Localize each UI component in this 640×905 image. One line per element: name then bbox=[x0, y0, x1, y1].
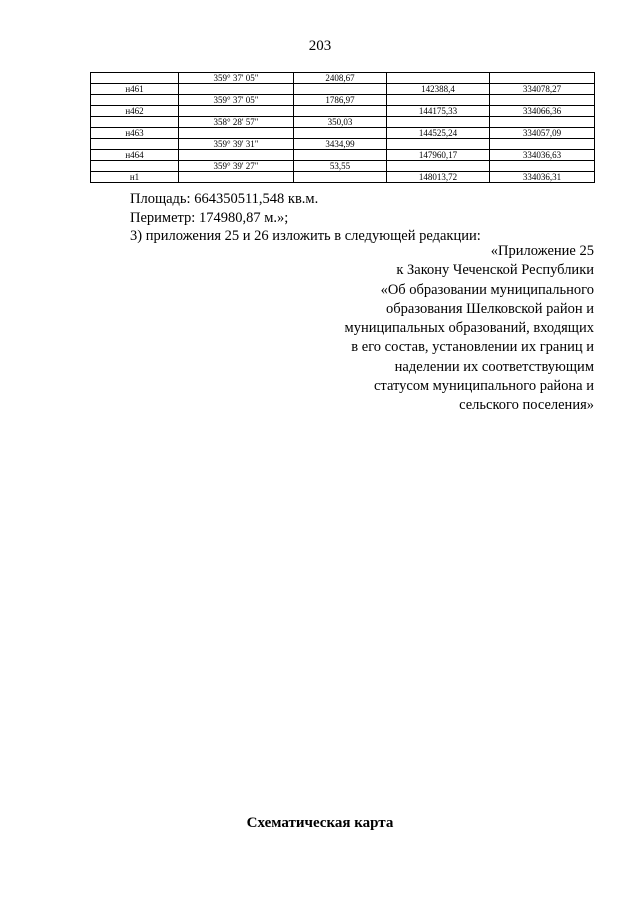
appendix-line: наделении их соответствующим bbox=[394, 358, 594, 375]
distance-cell bbox=[294, 106, 387, 117]
bearing-cell: 359° 39' 27" bbox=[179, 161, 294, 172]
amendment-item-3: 3) приложения 25 и 26 изложить в следующей редакции: bbox=[130, 228, 481, 244]
point-cell: н462 bbox=[91, 106, 179, 117]
distance-cell bbox=[294, 150, 387, 161]
y-cell: 334036,31 bbox=[490, 172, 595, 183]
bearing-cell bbox=[179, 150, 294, 161]
y-cell: 334036,63 bbox=[490, 150, 595, 161]
bearing-cell bbox=[179, 128, 294, 139]
appendix-line: «Об образовании муниципального bbox=[380, 281, 594, 298]
point-cell: н1 bbox=[91, 172, 179, 183]
point-cell: н463 bbox=[91, 128, 179, 139]
table-row bbox=[91, 150, 595, 161]
appendix-line: «Приложение 25 bbox=[490, 243, 594, 259]
distance-cell bbox=[294, 172, 387, 183]
table-row bbox=[91, 73, 595, 84]
y-cell bbox=[490, 73, 595, 84]
appendix-line: статусом муниципального района и bbox=[374, 378, 594, 395]
coordinates-table bbox=[90, 72, 595, 183]
appendix-line: образования Шелковской район и bbox=[386, 300, 594, 317]
appendix-line: сельского поселения» bbox=[459, 397, 594, 414]
appendix-line: к Закону Чеченской Республики bbox=[396, 262, 594, 279]
distance-cell bbox=[294, 128, 387, 139]
x-cell: 144525,24 bbox=[387, 128, 490, 139]
x-cell: 142388,4 bbox=[387, 84, 490, 95]
area-line: Площадь: 664350511,548 кв.м. bbox=[130, 191, 319, 207]
x-cell: 147960,17 bbox=[387, 150, 490, 161]
x-cell bbox=[387, 117, 490, 128]
distance-cell: 3434,99 bbox=[294, 139, 387, 150]
bearing-cell: 358° 28' 57" bbox=[179, 117, 294, 128]
appendix-line: муниципальных образований, входящих bbox=[344, 320, 594, 337]
distance-cell: 53,55 bbox=[294, 161, 387, 172]
point-cell: н461 bbox=[91, 84, 179, 95]
point-cell bbox=[91, 73, 179, 84]
table-row bbox=[91, 117, 595, 128]
y-cell bbox=[490, 117, 595, 128]
page-number: 203 bbox=[308, 38, 332, 54]
bearing-cell bbox=[179, 106, 294, 117]
x-cell bbox=[387, 161, 490, 172]
x-cell bbox=[387, 73, 490, 84]
map-title: Схематическая карта bbox=[246, 815, 394, 831]
appendix-header bbox=[294, 242, 594, 416]
point-cell bbox=[91, 117, 179, 128]
distance-cell: 350,03 bbox=[294, 117, 387, 128]
point-cell bbox=[91, 95, 179, 106]
y-cell bbox=[490, 161, 595, 172]
bearing-cell: 359° 37' 05" bbox=[179, 73, 294, 84]
point-cell: н464 bbox=[91, 150, 179, 161]
y-cell: 334078,27 bbox=[490, 84, 595, 95]
y-cell: 334057,09 bbox=[490, 128, 595, 139]
y-cell bbox=[490, 95, 595, 106]
point-cell bbox=[91, 139, 179, 150]
bearing-cell: 359° 37' 05" bbox=[179, 95, 294, 106]
x-cell: 144175,33 bbox=[387, 106, 490, 117]
bearing-cell bbox=[179, 172, 294, 183]
table-row bbox=[91, 84, 595, 95]
table-row bbox=[91, 128, 595, 139]
y-cell: 334066,36 bbox=[490, 106, 595, 117]
table-row bbox=[91, 172, 595, 183]
x-cell bbox=[387, 95, 490, 106]
appendix-line: в его состав, установлении их границ и bbox=[351, 339, 594, 356]
bearing-cell: 359° 39' 31" bbox=[179, 139, 294, 150]
table-row bbox=[91, 106, 595, 117]
x-cell: 148013,72 bbox=[387, 172, 490, 183]
point-cell bbox=[91, 161, 179, 172]
x-cell bbox=[387, 139, 490, 150]
bearing-cell bbox=[179, 84, 294, 95]
perimeter-line: Периметр: 174980,87 м.»; bbox=[130, 210, 289, 226]
distance-cell: 1786,97 bbox=[294, 95, 387, 106]
table-row bbox=[91, 161, 595, 172]
y-cell bbox=[490, 139, 595, 150]
table-row bbox=[91, 139, 595, 150]
distance-cell bbox=[294, 84, 387, 95]
distance-cell: 2408,67 bbox=[294, 73, 387, 84]
table-row bbox=[91, 95, 595, 106]
